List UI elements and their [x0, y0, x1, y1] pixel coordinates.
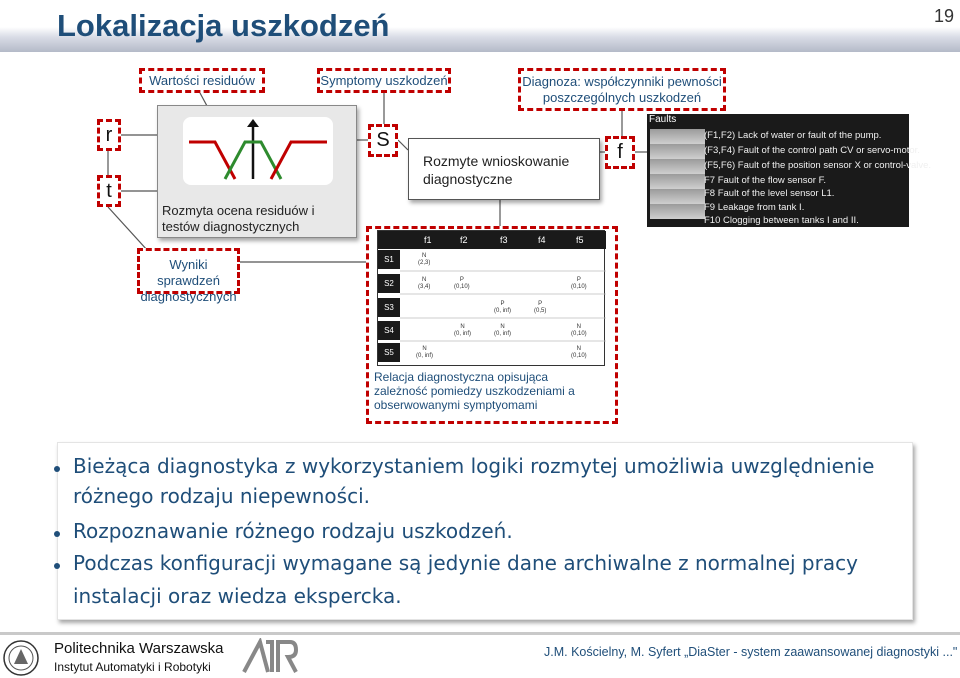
slide-number: 19: [933, 6, 954, 26]
diagnosis-text-line2: poszczególnych uszkodzeń: [542, 90, 702, 105]
matrix-cell: N (0,10): [571, 324, 587, 337]
matrix-row-s3: S3: [378, 298, 400, 317]
test-results-text-line2: diagnostycznych: [140, 289, 237, 304]
fault-bar: [650, 189, 705, 204]
symptoms-text: Symptomy uszkodzeń: [320, 73, 448, 88]
fuzzy-inference-box: [408, 138, 600, 200]
matrix-col-f5: f5: [576, 235, 584, 245]
symbol-s-box: [368, 124, 398, 157]
fault-item: (F3,F4) Fault of the control path CV or servo-motor.: [704, 145, 920, 156]
relation-text-line3: obserwowanymi symptyomami: [374, 398, 538, 412]
matrix-col-f1: f1: [424, 235, 432, 245]
matrix-row-s5: S5: [378, 343, 400, 362]
residual-values-text: Wartości residuów: [149, 73, 255, 88]
relation-text-line1: Relacja diagnostyczna opisująca: [374, 370, 549, 384]
symbol-s: S: [376, 129, 390, 151]
matrix-cell: P (0,5): [534, 301, 547, 314]
fuzzy-eval-text-line1: Rozmyta ocena residuów i: [162, 203, 315, 218]
matrix-cell: N (0, inf): [416, 346, 434, 359]
bullet-dot: [54, 466, 60, 472]
university-seal-icon: [2, 639, 40, 677]
matrix-row-s4: S4: [378, 321, 400, 340]
test-results-text-line1: Wyniki sprawdzeń: [157, 257, 220, 288]
footer-divider: [0, 632, 960, 635]
relation-text-line2: zależność pomiedzy uszkodzeniami a: [374, 384, 575, 398]
fault-item: F7 Fault of the flow sensor F.: [704, 175, 826, 186]
test-results-label: [137, 248, 240, 304]
institute-logo-icon: [240, 638, 300, 676]
symbol-f-box: [605, 136, 635, 169]
bullet-dot: [54, 531, 60, 537]
input-r-box: [97, 119, 121, 151]
membership-function-plot: [183, 117, 333, 185]
matrix-cell: N (0,10): [571, 346, 587, 359]
page-title: Lokalizacja uszkodzeń: [57, 8, 390, 43]
fuzzy-inference-text-line1: Rozmyte wnioskowanie: [423, 153, 570, 169]
input-t-box: [97, 175, 121, 207]
plot-y-arrow: [247, 119, 259, 127]
matrix-col-f2: f2: [460, 235, 468, 245]
matrix-cell: N (0, inf): [494, 324, 512, 337]
fuzzy-inference-text-line2: diagnostyczne: [423, 171, 513, 187]
input-t: t: [106, 180, 112, 202]
fault-item: (F5,F6) Fault of the position sensor X or control-valve.: [704, 160, 932, 171]
input-r: r: [105, 124, 113, 146]
bullet-2: Rozpoznawanie różnego rodzaju uszkodzeń.: [73, 519, 513, 543]
matrix-cell: P (0,10): [454, 277, 470, 290]
symbol-f: f: [617, 141, 623, 163]
fault-item: F9 Leakage from tank I.: [704, 202, 805, 213]
symptoms-label: [317, 68, 451, 93]
bullet-1-line2: różnego rodzaju niepewności.: [73, 484, 370, 508]
faults-panel: [647, 114, 932, 227]
matrix-col-f4: f4: [538, 235, 546, 245]
matrix-cell: P (0,10): [571, 277, 587, 290]
matrix-cell: P (0, inf): [494, 301, 512, 314]
matrix-cell: N (3,4): [418, 277, 431, 290]
institute-name: Instytut Automatyki i Robotyki: [54, 660, 211, 674]
fault-item: F8 Fault of the level sensor L1.: [704, 188, 835, 199]
fault-item: F10 Clogging between tanks I and II.: [704, 215, 859, 226]
bullet-1-line1: Bieżąca diagnostyka z wykorzystaniem logiki rozmytej umożliwia uwzględnienie: [73, 454, 875, 478]
university-name: Politechnika Warszawska: [54, 640, 224, 657]
fault-bar: [650, 174, 705, 189]
fault-bar: [650, 129, 705, 144]
diagnosis-label: [518, 68, 726, 111]
matrix-row-s2: S2: [378, 274, 400, 293]
footer: [0, 636, 960, 678]
faults-title: Faults: [649, 114, 677, 125]
matrix-row-s1: S1: [378, 250, 400, 269]
diagnostic-matrix: [377, 230, 605, 366]
matrix-cell: N (0, inf): [454, 324, 472, 337]
citation: J.M. Kościelny, M. Syfert „DiaSter - system zaawansowanej diagnostyki ...": [544, 645, 958, 659]
fault-item: (F1,F2) Lack of water or fault of the pump.: [704, 130, 882, 141]
fuzzy-eval-text-line2: testów diagnostycznych: [162, 219, 300, 234]
fault-bar: [650, 204, 705, 219]
bullet-3-line2: instalacji oraz wiedza ekspercka.: [73, 584, 402, 608]
fault-bar: [650, 144, 705, 159]
bullet-dot: [54, 563, 60, 569]
fault-bar: [650, 159, 705, 174]
matrix-col-f3: f3: [500, 235, 508, 245]
matrix-cell: N (2,3): [418, 253, 431, 266]
relation-caption: [374, 370, 575, 412]
bullet-3-line1: Podczas konfiguracji wymagane są jedynie dane archiwalne z normalnej pracy: [73, 551, 858, 575]
residual-values-label: [139, 68, 265, 93]
diagnosis-text-line1: Diagnoza: współczynniki pewności: [522, 74, 722, 89]
